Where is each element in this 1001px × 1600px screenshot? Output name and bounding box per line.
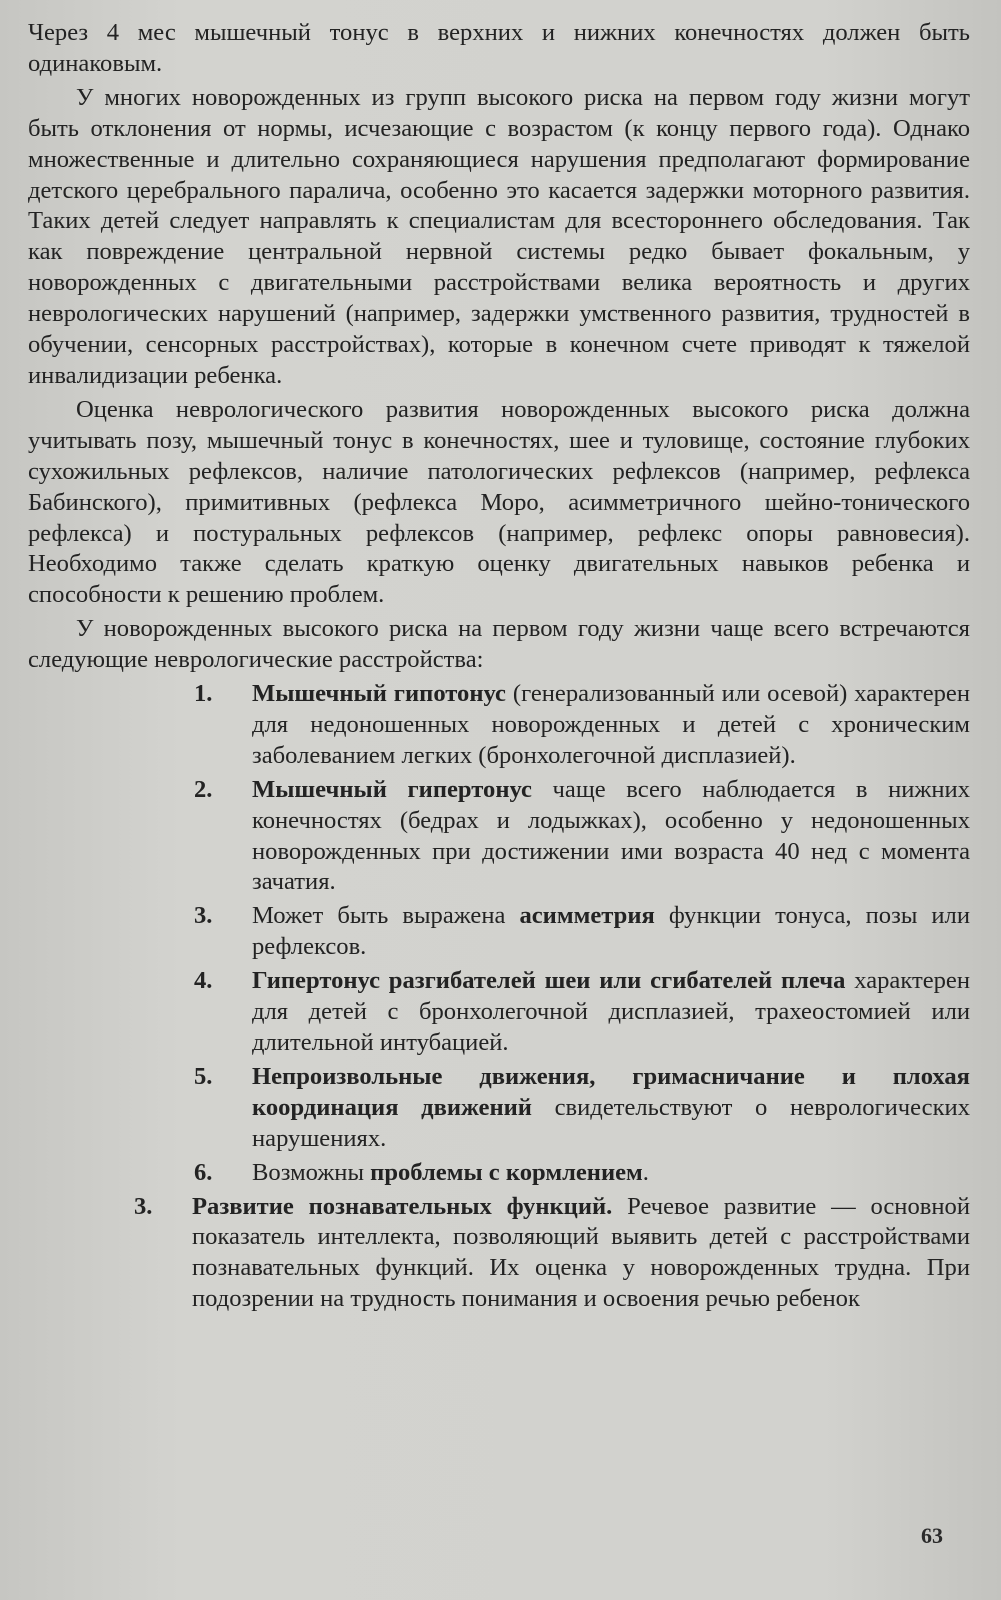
- disorders-list: [28, 679, 970, 1189]
- list-item-prefix: Может быть выражена: [252, 902, 520, 930]
- list-item-text: (генерализованный или осевой) характерен для недоношенных новорожденных и детей с хроническим заболеванием легких (бронхолегочной дисплазией).: [252, 680, 970, 769]
- list-item-term: Непроизвольные движения, гримасничание и плохая координация движений: [252, 1062, 970, 1121]
- list-item-number: 1.: [194, 680, 213, 708]
- list-item-number: 6.: [194, 1158, 213, 1186]
- list-item-text: .: [642, 1158, 649, 1186]
- list-item-term: Гипертонус разгибателей шеи или сгибателей плеча: [252, 967, 846, 995]
- list-item-number: 3.: [194, 902, 213, 930]
- list-item: [194, 679, 970, 772]
- list-item: [194, 775, 971, 899]
- list-item: [194, 966, 970, 1059]
- paragraph-neurological-assessment: Оценка неврологического развития новорожденных высокого риска должна учитывать позу, мышечный тонус в конечностях, шее и туловище, состояние глубоких сухожильных рефлексов, наличие патологических рефлексов (например, рефлекса Бабинского), примитивных (рефлекса Моро, асимметричного шейно-тонического рефлекса) и постуральных рефлексов (например, рефлекс опоры равновесия). Необходимо также сделать краткую оценку двигательных навыков ребенка и способности к решению проблем.: [28, 395, 970, 609]
- paragraph-disorders-intro: У новорожденных высокого риска на первом году жизни чаще всего встречаются следующие неврологические расстройства:: [28, 615, 970, 674]
- paragraph-tone-equality: Через 4 мес мышечный тонус в верхних и нижних конечностях должен быть одинаковым.: [28, 19, 970, 77]
- page-number: 63: [921, 1523, 943, 1548]
- list-item-number: 5.: [194, 1062, 213, 1090]
- list-item-prefix: Возможны: [252, 1158, 371, 1186]
- list-item-term: асимметрия: [519, 902, 655, 930]
- section-number: 3.: [134, 1192, 153, 1220]
- section-cognitive-development: [134, 1192, 970, 1316]
- list-item-text: функции тонуса, позы или рефлексов.: [252, 902, 970, 961]
- section-heading: Развитие познавательных функций.: [192, 1192, 613, 1220]
- list-item-text: чаще всего наблюдается в нижних конечностях (бедрах и лодыжках), особенно у недоношенных новорожденных при достижении ими возраста 40 нед с момента зачатия.: [252, 775, 971, 896]
- list-item-term: проблемы с кормлением: [370, 1158, 643, 1186]
- list-item: [194, 1062, 970, 1155]
- list-item: [194, 1158, 970, 1189]
- list-item-text: характерен для детей с бронхолегочной дисплазией, трахеостомией или длительной интубацией.: [252, 967, 970, 1056]
- list-item-text: свидетельствуют о неврологических нарушениях.: [252, 1093, 970, 1152]
- page-body: [28, 18, 970, 1315]
- section-text: Речевое развитие — основной показатель интеллекта, позволяющий выявить детей с расстройствами познавательных функций. Их оценка у новорожденных трудна. При подозрении на трудность понимания и освоения речью ребенок: [192, 1192, 970, 1313]
- list-item-term: Мышечный гипертонус: [252, 775, 532, 803]
- list-item-number: 4.: [194, 967, 213, 995]
- list-item: [194, 901, 970, 963]
- paragraph-high-risk-deviations: У многих новорожденных из групп высокого риска на первом году жизни могут быть отклонения от нормы, исчезающие с возрастом (к концу первого года). Однако множественные и длительно сохраняющиеся нарушения предполагают формирование детского церебрального паралича, особенно это касается задержки моторного развития. Таких детей следует направлять к специалистам для всестороннего обследования. Так как повреждение центральной нервной системы редко бывает фокальным, у новорожденных с двигательными расстройствами велика вероятность и других неврологических нарушений (например, задержки умственного развития, трудностей в обучении, сенсорных расстройствах), которые в конечном счете приводят к тяжелой инвалидизации ребенка.: [28, 83, 970, 389]
- list-item-term: Мышечный гипотонус: [252, 680, 506, 708]
- list-item-number: 2.: [194, 775, 213, 803]
